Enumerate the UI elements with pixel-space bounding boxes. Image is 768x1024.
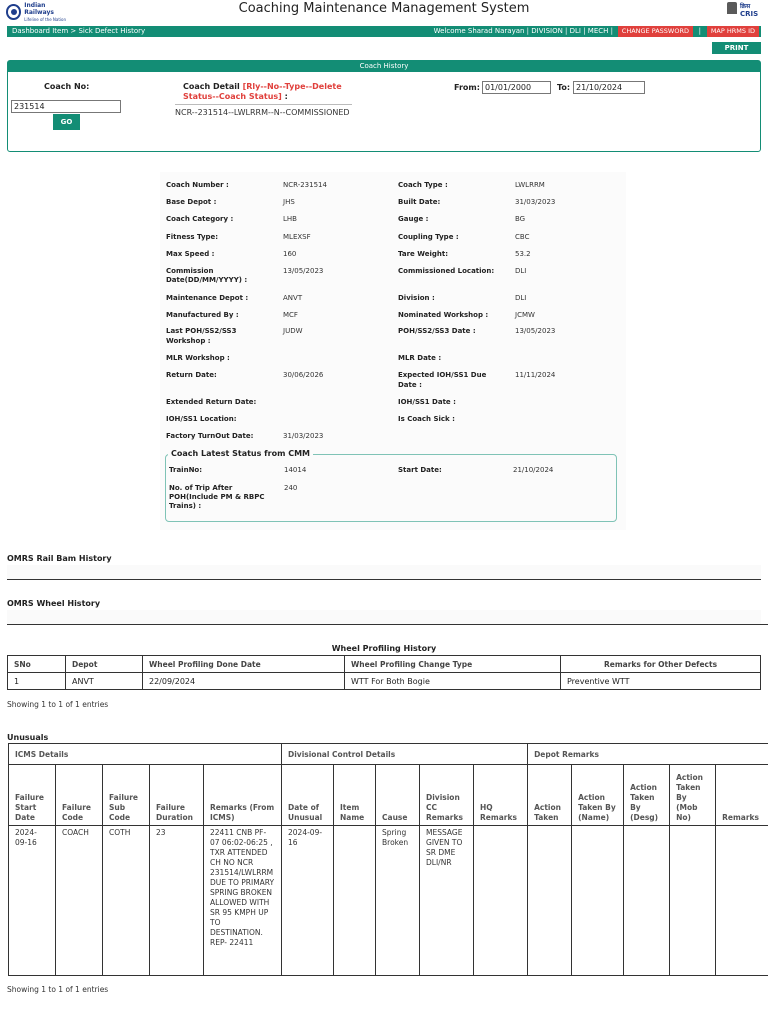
- division-value: DLI: [515, 294, 527, 302]
- to-date-input[interactable]: 21/10/2024: [573, 81, 645, 94]
- cmm-status-title: Coach Latest Status from CMM: [168, 449, 313, 458]
- col-date-of-unusual[interactable]: Date of Unusual: [282, 765, 334, 826]
- built-date-value: 31/03/2023: [515, 198, 556, 206]
- coach-type-label: Coach Type :: [398, 181, 448, 189]
- coach-detail-format: [Rly--No--Type--Delete Status--Coach Status]: [183, 82, 342, 101]
- breadcrumb[interactable]: Dashboard Item > Sick Defect History: [12, 27, 146, 35]
- wheel-profiling-title: Wheel Profiling History: [331, 644, 437, 653]
- coach-no-input[interactable]: 231514: [11, 100, 121, 113]
- col-failure-duration[interactable]: Failure Duration: [150, 765, 204, 826]
- cris-text: CRIS: [740, 10, 759, 18]
- col-action-taken-by-desg[interactable]: Action Taken By (Desg): [624, 765, 670, 826]
- coach-detail-divider: [175, 104, 352, 105]
- division-label: Division :: [398, 294, 435, 302]
- cell-date-of-unusual: 2024-09-16: [282, 826, 334, 976]
- coach-detail-label-text: Coach Detail: [183, 82, 240, 91]
- gauge-label: Gauge :: [398, 215, 429, 223]
- coach-detail-label: [183, 82, 363, 102]
- col-sno[interactable]: SNo: [8, 656, 66, 673]
- table-row: [8, 673, 761, 690]
- cell-cause: Spring Broken: [376, 826, 420, 976]
- coach-category-value: LHB: [283, 215, 297, 223]
- cell-hq-remarks: [474, 826, 528, 976]
- max-speed-label: Max Speed :: [166, 250, 215, 258]
- cmm-status-box: [165, 454, 617, 522]
- factory-turnout-label: Factory TurnOut Date:: [166, 432, 254, 440]
- logo-text-secondary: Lifeline of the Nation: [24, 16, 67, 22]
- nav-separator: |: [698, 27, 701, 35]
- nominated-workshop-value: JCMW: [515, 311, 535, 319]
- coach-number-label: Coach Number :: [166, 181, 229, 189]
- commissioned-location-value: DLI: [515, 267, 527, 275]
- commission-date-label-line1: Commission: [166, 267, 214, 275]
- wheel-profiling-entries-info: Showing 1 to 1 of 1 entries: [7, 700, 109, 709]
- poh-date-label: POH/SS2/SS3 Date :: [398, 327, 476, 335]
- col-failure-code[interactable]: Failure Code: [56, 765, 103, 826]
- col-division-cc-remarks[interactable]: Division CC Remarks: [420, 765, 474, 826]
- omrs-wheel-title: OMRS Wheel History: [7, 599, 101, 608]
- coach-category-label: Coach Category :: [166, 215, 234, 223]
- print-button[interactable]: PRINT: [712, 42, 761, 54]
- unusuals-entries-info: Showing 1 to 1 of 1 entries: [7, 985, 109, 994]
- cell-sno: 1: [8, 673, 66, 690]
- col-item-name[interactable]: Item Name: [334, 765, 376, 826]
- coach-no-label: Coach No:: [44, 82, 90, 91]
- coach-number-value: NCR-231514: [283, 181, 327, 189]
- trip-label-line2: POH(Include PM & RBPC: [169, 493, 265, 501]
- tare-weight-label: Tare Weight:: [398, 250, 448, 258]
- wheel-profiling-header-row: [8, 656, 761, 673]
- from-label: From:: [454, 83, 480, 92]
- coach-type-value: LWLRRM: [515, 181, 545, 189]
- maintenance-depot-value: ANVT: [283, 294, 303, 302]
- omrs-rail-bam-title: OMRS Rail Bam History: [7, 554, 112, 563]
- welcome-text: Welcome Sharad Narayan | DIVISION | DLI | MECH |: [433, 27, 613, 35]
- panel-title: Coach History: [8, 61, 760, 72]
- ioh-location-label: IOH/SS1 Location:: [166, 415, 237, 423]
- is-coach-sick-label: Is Coach Sick :: [398, 415, 455, 423]
- commission-date-value: 13/05/2023: [283, 267, 324, 275]
- cell-action-taken-by-desg: [624, 826, 670, 976]
- factory-turnout-value: 31/03/2023: [283, 432, 324, 440]
- col-failure-start-date[interactable]: Failure Start Date: [9, 765, 56, 826]
- train-no-value: 14014: [284, 466, 307, 474]
- tare-weight-value: 53.2: [515, 250, 531, 258]
- coach-detail-colon: :: [284, 92, 288, 101]
- group-depot-remarks: Depot Remarks: [528, 744, 768, 765]
- col-hq-remarks[interactable]: HQ Remarks: [474, 765, 528, 826]
- cell-depot: ANVT: [66, 673, 143, 690]
- base-depot-value: JHS: [283, 198, 295, 206]
- cell-remarks: Preventive WTT: [561, 673, 761, 690]
- nav-bar: [7, 26, 761, 37]
- coupling-type-label: Coupling Type :: [398, 233, 459, 241]
- cell-action-taken-by-mob: [670, 826, 716, 976]
- unusuals-title: Unusuals: [7, 733, 49, 742]
- expected-ioh-value: 11/11/2024: [515, 371, 556, 379]
- expected-ioh-label-line2: Date :: [398, 381, 422, 389]
- cell-remarks: [716, 826, 768, 976]
- return-date-value: 30/06/2026: [283, 371, 324, 379]
- gauge-value: BG: [515, 215, 526, 223]
- change-password-button[interactable]: CHANGE PASSWORD: [618, 26, 693, 37]
- unusuals-header-row: [9, 765, 768, 826]
- map-hrms-id-button[interactable]: MAP HRMS ID: [707, 26, 759, 37]
- unusuals-table: [8, 743, 768, 976]
- start-date-value: 21/10/2024: [513, 466, 554, 474]
- manufactured-by-value: MCF: [283, 311, 298, 319]
- coupling-type-value: CBC: [515, 233, 530, 241]
- trip-label-line3: Trains) :: [169, 502, 202, 510]
- last-poh-workshop-value: JUDW: [283, 327, 303, 335]
- mlr-workshop-label: MLR Workshop :: [166, 354, 230, 362]
- built-date-label: Built Date:: [398, 198, 441, 206]
- group-icms-details: ICMS Details: [9, 744, 282, 765]
- cell-failure-code: COACH: [56, 826, 103, 976]
- cell-action-taken: [528, 826, 572, 976]
- omrs-rail-bam-divider: [7, 579, 761, 580]
- col-cause[interactable]: Cause: [376, 765, 420, 826]
- commission-date-label-line2: Date(DD/MM/YYYY) :: [166, 276, 248, 284]
- mlr-date-label: MLR Date :: [398, 354, 442, 362]
- poh-date-value: 13/05/2023: [515, 327, 556, 335]
- col-depot[interactable]: Depot: [66, 656, 143, 673]
- manufactured-by-label: Manufactured By :: [166, 311, 239, 319]
- unusuals-group-row: [9, 744, 768, 765]
- col-remarks[interactable]: Remarks: [716, 765, 768, 826]
- extended-return-date-label: Extended Return Date:: [166, 398, 257, 406]
- trip-label-line1: No. of Trip After: [169, 484, 233, 492]
- omrs-wheel-divider: [7, 624, 768, 625]
- col-failure-sub-code[interactable]: Failure Sub Code: [103, 765, 150, 826]
- cell-done-date: 22/09/2024: [143, 673, 345, 690]
- ioh-date-label: IOH/SS1 Date :: [398, 398, 456, 406]
- cell-remarks-icms: 22411 CNB PF-07 06:02-06:25 , TXR ATTENDED CH NO NCR 231514/LWLRRM DUE TO PRIMARY SPRING BROKEN ALLOWED WITH SR 95 KMPH UP TO DESTINATION. REP- 22411: [204, 826, 282, 976]
- omrs-rail-bam-strip: [7, 565, 761, 579]
- cell-change-type: WTT For Both Bogie: [345, 673, 561, 690]
- cell-action-taken-by-name: [572, 826, 624, 976]
- last-poh-workshop-label-line1: Last POH/SS2/SS3: [166, 327, 237, 335]
- base-depot-label: Base Depot :: [166, 198, 217, 206]
- trip-count-value: 240: [284, 484, 298, 492]
- cris-hindi-text: क्रिस: [740, 3, 751, 10]
- app-header: [0, 0, 768, 26]
- national-emblem-icon: [727, 2, 737, 14]
- cris-logo: [724, 2, 764, 22]
- cell-item-name: [334, 826, 376, 976]
- fitness-type-value: MLEXSF: [283, 233, 311, 241]
- app-title: Coaching Maintenance Management System: [238, 1, 530, 16]
- to-label: To:: [557, 83, 571, 92]
- col-remarks-icms[interactable]: Remarks (From ICMS): [204, 765, 282, 826]
- maintenance-depot-label: Maintenance Depot :: [166, 294, 249, 302]
- commissioned-location-label: Commissioned Location:: [398, 267, 495, 275]
- return-date-label: Return Date:: [166, 371, 217, 379]
- col-action-taken-by-mob[interactable]: Action Taken By (Mob No): [670, 765, 716, 826]
- from-date-input[interactable]: 01/01/2000: [482, 81, 551, 94]
- logo-text-primary: Indian Railways: [24, 1, 54, 16]
- nominated-workshop-label: Nominated Workshop :: [398, 311, 489, 319]
- col-remarks-other-defects[interactable]: Remarks for Other Defects: [561, 656, 761, 673]
- omrs-wheel-strip: [7, 610, 761, 624]
- wheel-profiling-table: [7, 655, 761, 690]
- train-no-label: TrainNo:: [169, 466, 203, 474]
- start-date-label: Start Date:: [398, 466, 442, 474]
- max-speed-value: 160: [283, 250, 297, 258]
- cell-failure-start-date: 2024-09-16: [9, 826, 56, 976]
- coach-detail-select[interactable]: NCR--231514--LWLRRM--N--COMMISSIONED: [175, 108, 350, 117]
- col-profiling-change-type[interactable]: Wheel Profiling Change Type: [345, 656, 561, 673]
- cell-failure-duration: 23: [150, 826, 204, 976]
- cell-failure-sub-code: COTH: [103, 826, 150, 976]
- last-poh-workshop-label-line2: Workshop :: [166, 337, 211, 345]
- col-action-taken[interactable]: Action Taken: [528, 765, 572, 826]
- cell-division-cc-remarks: MESSAGE GIVEN TO SR DME DLI/NR: [420, 826, 474, 976]
- expected-ioh-label-line1: Expected IOH/SS1 Due: [398, 371, 487, 379]
- go-button[interactable]: GO: [53, 114, 80, 130]
- col-profiling-done-date[interactable]: Wheel Profiling Done Date: [143, 656, 345, 673]
- group-divisional-control: Divisional Control Details: [282, 744, 528, 765]
- table-row: [9, 826, 768, 976]
- col-action-taken-by-name[interactable]: Action Taken By (Name): [572, 765, 624, 826]
- fitness-type-label: Fitness Type:: [166, 233, 219, 241]
